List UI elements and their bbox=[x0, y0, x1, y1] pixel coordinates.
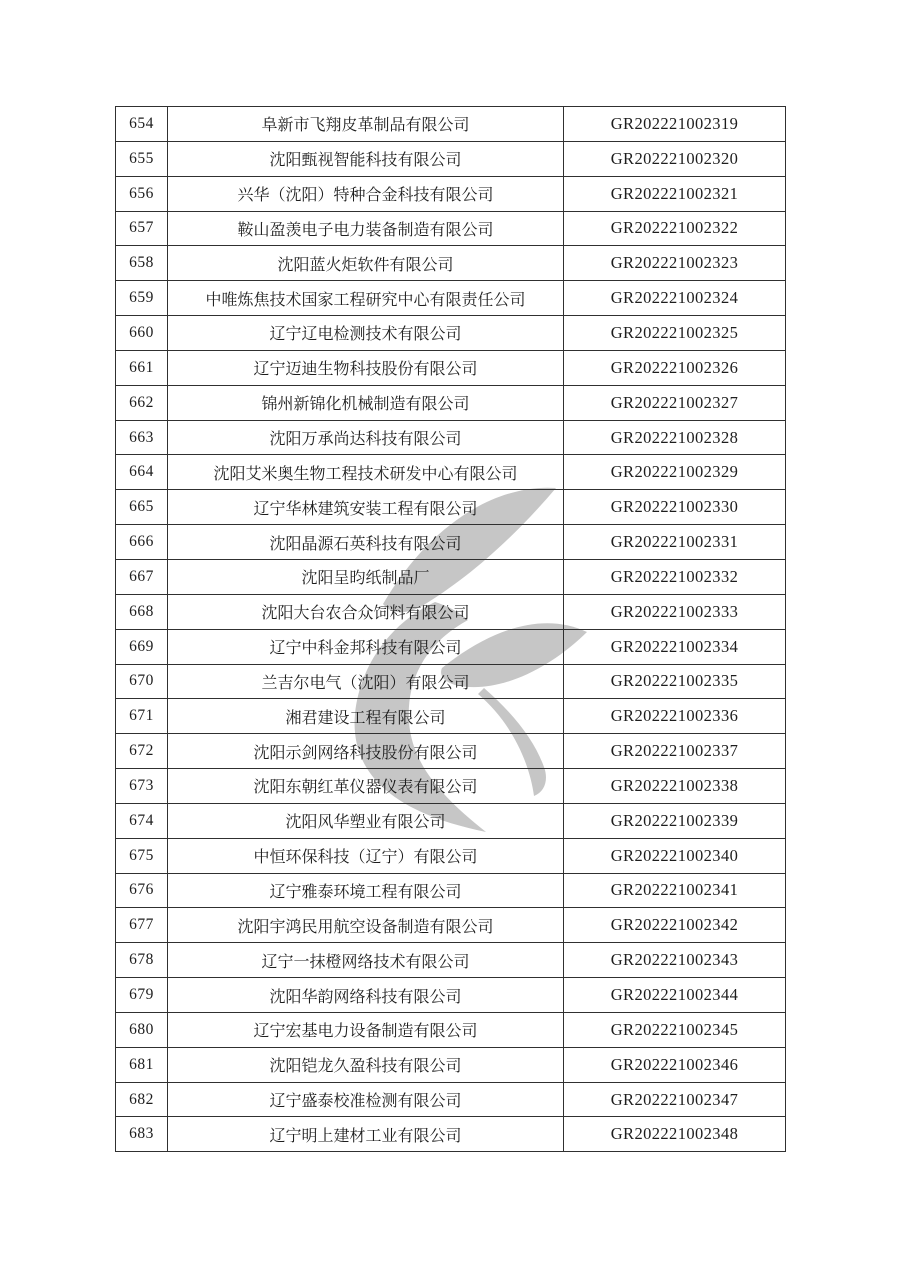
company-name: 沈阳甄视智能科技有限公司 bbox=[168, 141, 564, 176]
table-row bbox=[116, 1047, 786, 1082]
company-name: 沈阳风华塑业有限公司 bbox=[168, 803, 564, 838]
certificate-number: GR202221002345 bbox=[564, 1012, 786, 1047]
table-row bbox=[116, 803, 786, 838]
certificate-number: GR202221002337 bbox=[564, 734, 786, 769]
table-row bbox=[116, 455, 786, 490]
row-index: 682 bbox=[116, 1082, 168, 1117]
certificate-number: GR202221002344 bbox=[564, 978, 786, 1013]
row-index: 660 bbox=[116, 316, 168, 351]
certificate-number: GR202221002328 bbox=[564, 420, 786, 455]
table-row bbox=[116, 385, 786, 420]
table-row bbox=[116, 420, 786, 455]
row-index: 658 bbox=[116, 246, 168, 281]
certificate-number: GR202221002348 bbox=[564, 1117, 786, 1152]
row-index: 661 bbox=[116, 350, 168, 385]
table-row bbox=[116, 281, 786, 316]
certificate-number: GR202221002333 bbox=[564, 594, 786, 629]
row-index: 657 bbox=[116, 211, 168, 246]
certificate-number: GR202221002336 bbox=[564, 699, 786, 734]
row-index: 674 bbox=[116, 803, 168, 838]
company-name: 沈阳万承尚达科技有限公司 bbox=[168, 420, 564, 455]
table-row bbox=[116, 1082, 786, 1117]
row-index: 656 bbox=[116, 176, 168, 211]
certificate-number: GR202221002341 bbox=[564, 873, 786, 908]
row-index: 675 bbox=[116, 838, 168, 873]
table-row bbox=[116, 525, 786, 560]
table-row bbox=[116, 246, 786, 281]
table-row bbox=[116, 1117, 786, 1152]
company-name: 锦州新锦化机械制造有限公司 bbox=[168, 385, 564, 420]
certificate-number: GR202221002347 bbox=[564, 1082, 786, 1117]
row-index: 667 bbox=[116, 559, 168, 594]
row-index: 678 bbox=[116, 943, 168, 978]
certificate-number: GR202221002334 bbox=[564, 629, 786, 664]
table-row bbox=[116, 699, 786, 734]
row-index: 681 bbox=[116, 1047, 168, 1082]
row-index: 679 bbox=[116, 978, 168, 1013]
table-row bbox=[116, 664, 786, 699]
row-index: 662 bbox=[116, 385, 168, 420]
certificate-number: GR202221002330 bbox=[564, 490, 786, 525]
row-index: 654 bbox=[116, 107, 168, 142]
certificate-number: GR202221002340 bbox=[564, 838, 786, 873]
company-name: 鞍山盈羡电子电力装备制造有限公司 bbox=[168, 211, 564, 246]
certificate-number: GR202221002326 bbox=[564, 350, 786, 385]
table-row bbox=[116, 908, 786, 943]
table-row bbox=[116, 176, 786, 211]
row-index: 676 bbox=[116, 873, 168, 908]
company-name: 沈阳东朝红革仪器仪表有限公司 bbox=[168, 769, 564, 804]
table-row bbox=[116, 107, 786, 142]
certificate-number: GR202221002335 bbox=[564, 664, 786, 699]
certificate-table bbox=[115, 106, 786, 1152]
company-name: 沈阳大台农合众饲料有限公司 bbox=[168, 594, 564, 629]
table-row bbox=[116, 350, 786, 385]
certificate-number: GR202221002343 bbox=[564, 943, 786, 978]
company-name: 湘君建设工程有限公司 bbox=[168, 699, 564, 734]
certificate-number: GR202221002323 bbox=[564, 246, 786, 281]
table-row bbox=[116, 1012, 786, 1047]
certificate-number: GR202221002320 bbox=[564, 141, 786, 176]
row-index: 665 bbox=[116, 490, 168, 525]
company-name: 沈阳示剑网络科技股份有限公司 bbox=[168, 734, 564, 769]
certificate-number: GR202221002339 bbox=[564, 803, 786, 838]
company-name: 辽宁一抹橙网络技术有限公司 bbox=[168, 943, 564, 978]
certificate-number: GR202221002321 bbox=[564, 176, 786, 211]
certificate-number: GR202221002325 bbox=[564, 316, 786, 351]
company-name: 辽宁盛泰校准检测有限公司 bbox=[168, 1082, 564, 1117]
table-row bbox=[116, 734, 786, 769]
certificate-number: GR202221002322 bbox=[564, 211, 786, 246]
table-row bbox=[116, 559, 786, 594]
company-name: 沈阳晶源石英科技有限公司 bbox=[168, 525, 564, 560]
company-name: 兴华（沈阳）特种合金科技有限公司 bbox=[168, 176, 564, 211]
company-name: 辽宁辽电检测技术有限公司 bbox=[168, 316, 564, 351]
certificate-number: GR202221002332 bbox=[564, 559, 786, 594]
company-name: 兰吉尔电气（沈阳）有限公司 bbox=[168, 664, 564, 699]
row-index: 670 bbox=[116, 664, 168, 699]
row-index: 663 bbox=[116, 420, 168, 455]
table-row bbox=[116, 211, 786, 246]
table-row bbox=[116, 316, 786, 351]
certificate-number: GR202221002346 bbox=[564, 1047, 786, 1082]
table-row bbox=[116, 629, 786, 664]
company-name: 沈阳华韵网络科技有限公司 bbox=[168, 978, 564, 1013]
table-row bbox=[116, 141, 786, 176]
row-index: 655 bbox=[116, 141, 168, 176]
company-name: 沈阳呈昀纸制品厂 bbox=[168, 559, 564, 594]
company-name: 辽宁中科金邦科技有限公司 bbox=[168, 629, 564, 664]
row-index: 664 bbox=[116, 455, 168, 490]
table-row bbox=[116, 943, 786, 978]
row-index: 659 bbox=[116, 281, 168, 316]
company-name: 辽宁明上建材工业有限公司 bbox=[168, 1117, 564, 1152]
certificate-number: GR202221002319 bbox=[564, 107, 786, 142]
row-index: 683 bbox=[116, 1117, 168, 1152]
company-name: 沈阳艾米奥生物工程技术研发中心有限公司 bbox=[168, 455, 564, 490]
table-row bbox=[116, 594, 786, 629]
company-name: 阜新市飞翔皮革制品有限公司 bbox=[168, 107, 564, 142]
company-name: 辽宁宏基电力设备制造有限公司 bbox=[168, 1012, 564, 1047]
row-index: 671 bbox=[116, 699, 168, 734]
row-index: 677 bbox=[116, 908, 168, 943]
table-body bbox=[116, 107, 786, 1152]
company-name: 沈阳铠龙久盈科技有限公司 bbox=[168, 1047, 564, 1082]
company-name: 沈阳宇鸿民用航空设备制造有限公司 bbox=[168, 908, 564, 943]
row-index: 672 bbox=[116, 734, 168, 769]
company-name: 沈阳蓝火炬软件有限公司 bbox=[168, 246, 564, 281]
company-name: 辽宁雅泰环境工程有限公司 bbox=[168, 873, 564, 908]
row-index: 669 bbox=[116, 629, 168, 664]
company-name: 辽宁迈迪生物科技股份有限公司 bbox=[168, 350, 564, 385]
table-row bbox=[116, 769, 786, 804]
certificate-number: GR202221002329 bbox=[564, 455, 786, 490]
table-row bbox=[116, 490, 786, 525]
certificate-number: GR202221002342 bbox=[564, 908, 786, 943]
row-index: 668 bbox=[116, 594, 168, 629]
company-name: 中唯炼焦技术国家工程研究中心有限责任公司 bbox=[168, 281, 564, 316]
certificate-number: GR202221002327 bbox=[564, 385, 786, 420]
company-name: 辽宁华林建筑安装工程有限公司 bbox=[168, 490, 564, 525]
table-row bbox=[116, 978, 786, 1013]
certificate-number: GR202221002331 bbox=[564, 525, 786, 560]
company-name: 中恒环保科技（辽宁）有限公司 bbox=[168, 838, 564, 873]
row-index: 673 bbox=[116, 769, 168, 804]
certificate-number: GR202221002338 bbox=[564, 769, 786, 804]
table-row bbox=[116, 838, 786, 873]
certificate-number: GR202221002324 bbox=[564, 281, 786, 316]
table-row bbox=[116, 873, 786, 908]
row-index: 680 bbox=[116, 1012, 168, 1047]
row-index: 666 bbox=[116, 525, 168, 560]
